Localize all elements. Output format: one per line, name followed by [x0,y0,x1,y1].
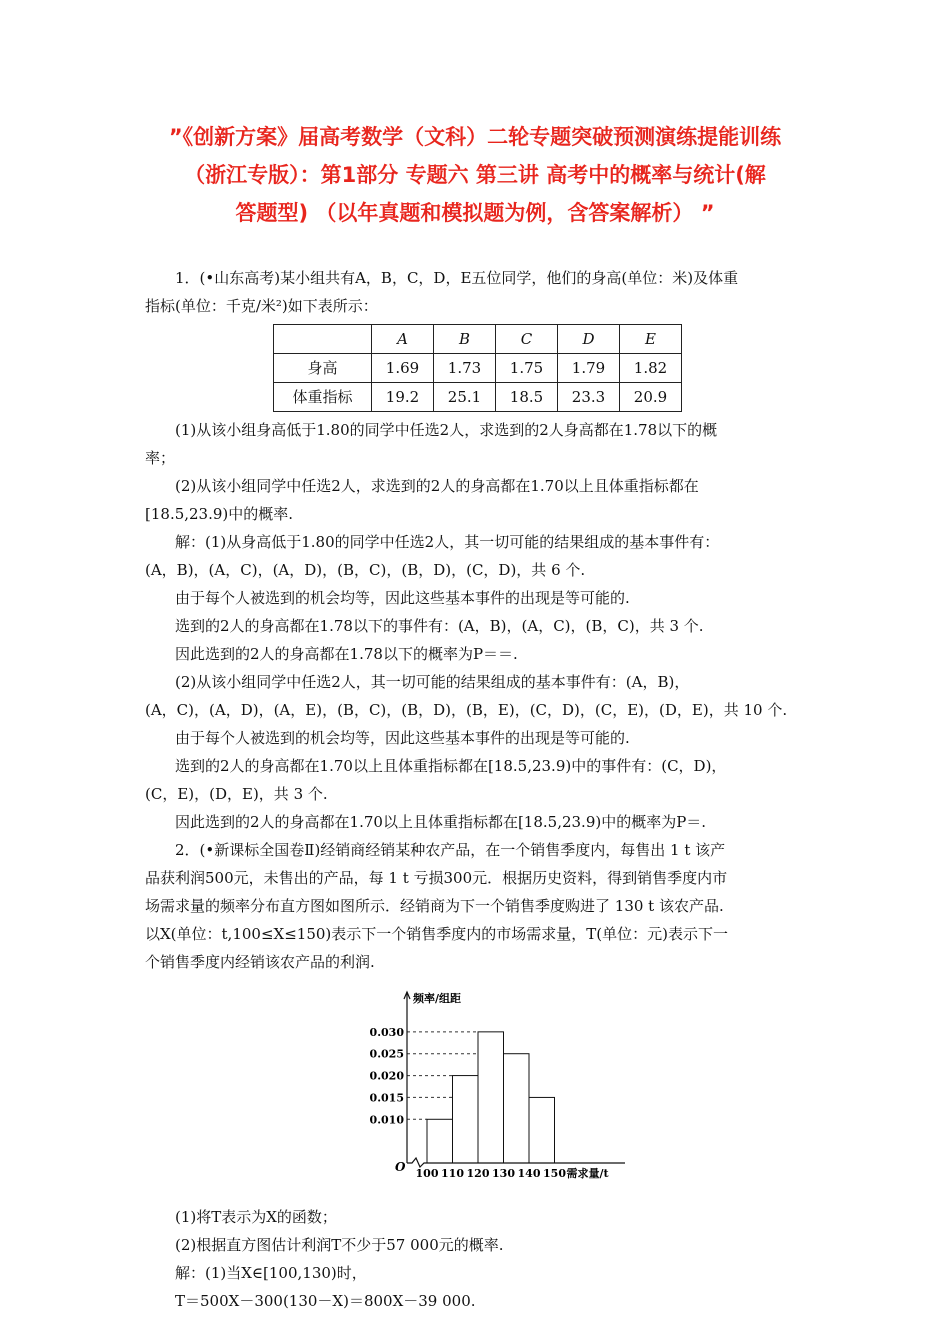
table-row [274,354,682,383]
text-line: (2)从该小组同学中任选2人，其一切可能的结果组成的基本事件有：(A，B)， [175,673,690,691]
table-cell: 18.5 [496,383,558,412]
y-tick-label: 0.015 [369,1091,404,1105]
table-header-row [274,325,682,354]
x-tick-label: 140 [517,1167,541,1180]
text-line: 选到的2人的身高都在1.70以上且体重指标都在[18.5,23.9)中的事件有：(C，D)， [175,757,727,775]
table-cell [274,325,372,354]
origin-label: O [395,1160,406,1174]
text-line: (1)从该小组身高低于1.80的同学中任选2人，求选到的2人身高都在1.78以下的概 [175,421,718,439]
x-tick-label: 130 [492,1167,515,1180]
table-cell: 1.69 [372,354,434,383]
x-tick-label: 150 [543,1167,566,1180]
x-tick-label: 120 [466,1167,490,1180]
y-tick-label: 0.030 [369,1025,404,1039]
data-table [273,324,682,412]
table-cell: 1.75 [496,354,558,383]
histogram-figure [365,980,625,1195]
text-line: 以X(单位：t,100≤X≤150)表示下一个销售季度内的市场需求量，T(单位：元)表示下一 [145,925,728,943]
title-line-3: 答题型) （以年真题和模拟题为例，含答案解析） ” [235,201,715,225]
text-line: 因此选到的2人的身高都在1.78以下的概率为P＝＝. [175,645,518,663]
histogram-bar [478,1032,504,1163]
document-title [100,118,850,232]
y-axis-label: 频率/组距 [413,992,462,1005]
q1-line-1: 1．(•山东高考)某小组共有A，B，C，D，E五位同学，他们的身高(单位：米)及体重 [175,269,739,287]
table-cell: 1.82 [620,354,682,383]
text-line: 由于每个人被选到的机会均等，因此这些基本事件的出现是等可能的. [175,589,630,607]
x-tick-label: 100 [415,1167,439,1180]
text-line: (A，C)，(A，D)，(A，E)，(B，C)，(B，D)，(B，E)，(C，D)，(C，E)，(D，E)，共 10 个. [145,701,788,719]
table-cell: 19.2 [372,383,434,412]
text-line: 场需求量的频率分布直方图如图所示．经销商为下一个销售季度购进了 130 t 该农产品. [145,897,724,915]
table-cell: C [496,325,558,354]
table-cell: 1.79 [558,354,620,383]
table-cell: E [620,325,682,354]
histogram-chart [365,980,625,1195]
histogram-bar [504,1054,530,1163]
text-line: (A，B)，(A，C)，(A，D)，(B，C)，(B，D)，(C，D)，共 6 个. [145,561,586,579]
title-line-1: ”《创新方案》届高考数学（文科）二轮专题突破预测演练提能训练 [168,125,782,149]
title-line-2: （浙江专版）：第1部分 专题六 第三讲 高考中的概率与统计(解 [184,163,766,187]
text-line: 因此选到的2人的身高都在1.70以上且体重指标都在[18.5,23.9)中的概率为P＝. [175,813,707,831]
text-line: 由于每个人被选到的机会均等，因此这些基本事件的出现是等可能的. [175,729,630,747]
y-tick-label: 0.010 [369,1113,404,1127]
text-line: (2)根据直方图估计利润T不少于57 000元的概率. [175,1236,504,1254]
text-line: (1)将T表示为X的函数； [175,1208,337,1226]
table-cell: 23.3 [558,383,620,412]
text-line: [18.5,23.9)中的概率. [145,505,294,523]
text-line: 率； [145,449,176,467]
table-row [274,383,682,412]
text-line: 2．(•新课标全国卷Ⅱ)经销商经销某种农产品，在一个销售季度内，每售出 1 t 该产 [175,841,726,859]
table-cell: 1.73 [434,354,496,383]
text-line: 品获利润500元，未售出的产品，每 1 t 亏损300元．根据历史资料，得到销售季度内市 [145,869,728,887]
table-cell: B [434,325,496,354]
x-tick-label: 110 [441,1167,464,1180]
text-line: 选到的2人的身高都在1.78以下的事件有：(A，B)，(A，C)，(B，C)，共 3 个. [175,617,704,635]
text-line: 解：(1)当X∈[100,130)时， [175,1264,367,1282]
histogram-bar [453,1076,479,1163]
table-cell: 25.1 [434,383,496,412]
text-line: (C，E)，(D，E)，共 3 个. [145,785,328,803]
text-line: (2)从该小组同学中任选2人，求选到的2人的身高都在1.70以上且体重指标都在 [175,477,699,495]
histogram-bar [529,1097,555,1163]
table-cell: D [558,325,620,354]
text-line: T＝500X－300(130－X)＝800X－39 000. [175,1292,476,1310]
q1-line-2: 指标(单位：千克/米²)如下表所示： [145,297,378,315]
histogram-bar [427,1119,453,1163]
document-body [145,264,813,1315]
table-cell: 身高 [274,354,372,383]
text-line: 个销售季度内经销该农产品的利润. [145,953,375,971]
y-tick-label: 0.020 [369,1069,404,1083]
text-line: 解：(1)从身高低于1.80的同学中任选2人，其一切可能的结果组成的基本事件有： [175,533,720,551]
x-axis-label: 需求量/t [566,1167,609,1180]
table-cell: A [372,325,434,354]
table-cell: 20.9 [620,383,682,412]
y-tick-label: 0.025 [369,1047,404,1061]
table-cell: 体重指标 [274,383,372,412]
